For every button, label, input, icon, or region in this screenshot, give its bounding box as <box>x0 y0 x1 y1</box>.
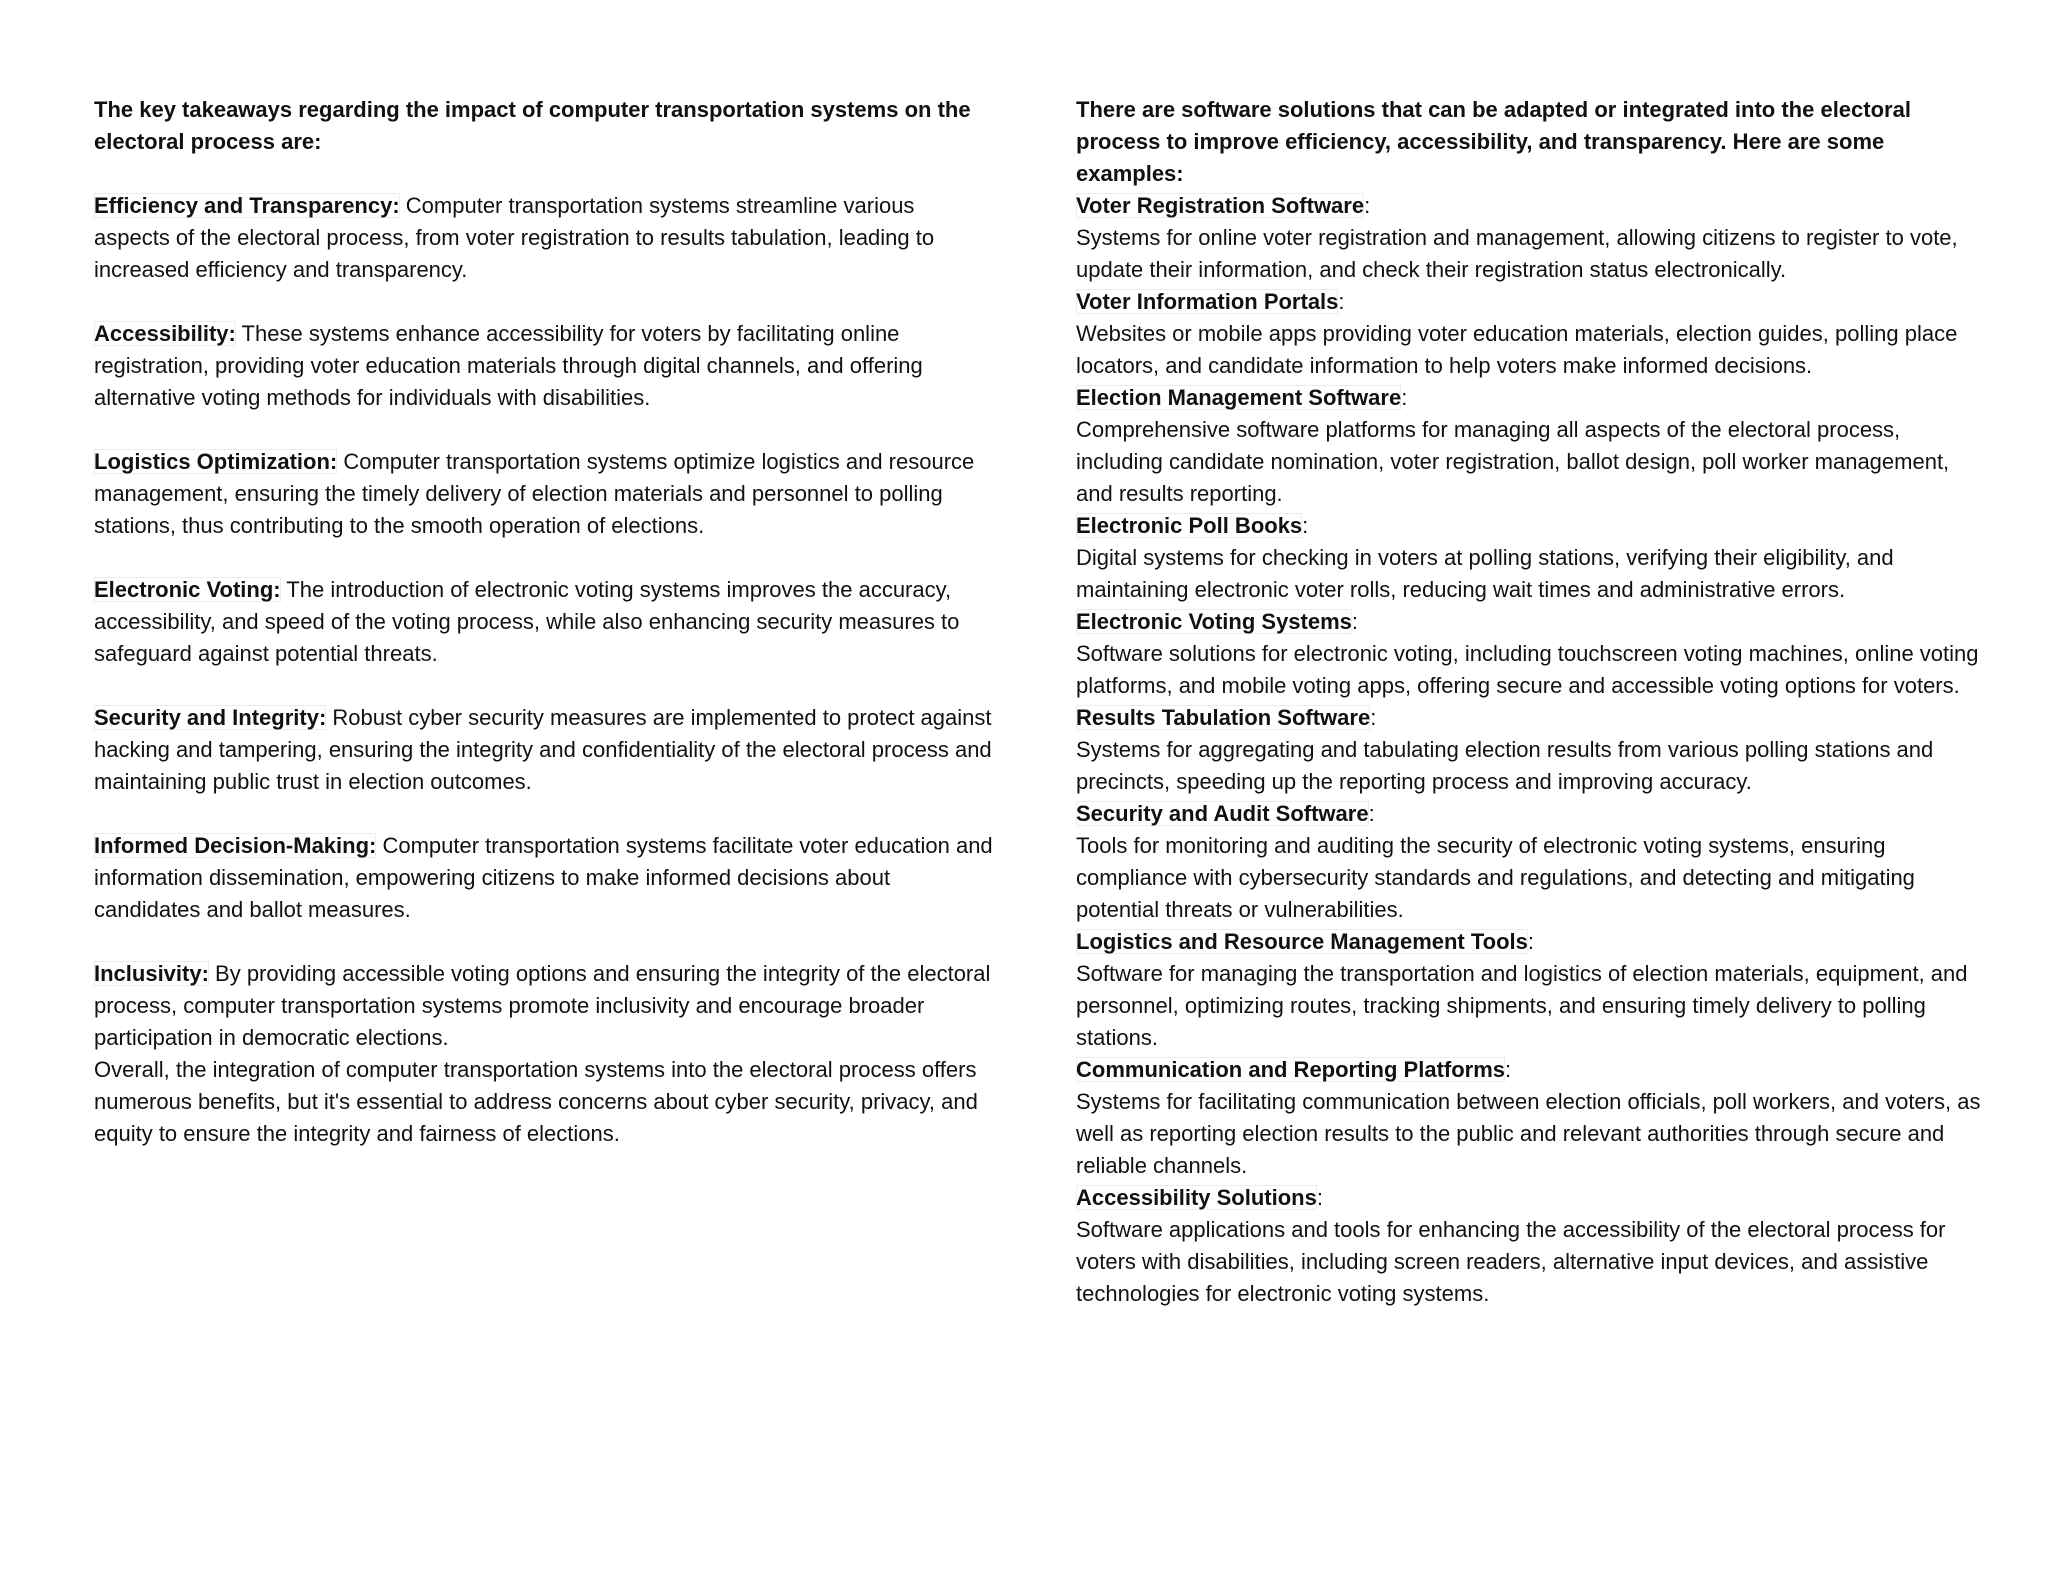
software-item-title: Results Tabulation Software: <box>1076 705 1377 730</box>
software-item-desc: Systems for online voter registration and management, allowing citizens to register to vote, update their information, and check their registration status electronically. <box>1076 225 1958 282</box>
takeaway-electronic-voting <box>94 574 994 670</box>
takeaway-informed-decision <box>94 830 994 926</box>
takeaway-text: The introduction of electronic voting systems improves the accuracy, accessibility, and speed of the voting process, while also enhancing security measures to safeguard against potential threats. <box>94 577 960 666</box>
software-item-title: Voter Information Portals: <box>1076 289 1345 314</box>
right-column <box>1076 94 1986 1310</box>
software-item-title: Logistics and Resource Management Tools: <box>1076 929 1535 954</box>
takeaway-text: These systems enhance accessibility for voters by facilitating online registration, providing voter education materials through digital channels, and offering alternative voting methods for individuals with disabilities. <box>94 321 923 410</box>
software-item-desc: Systems for facilitating communication between election officials, poll workers, and voters, as well as reporting election results to the public and relevant authorities through secure and reliable channels. <box>1076 1089 1981 1178</box>
takeaway-text: By providing accessible voting options and ensuring the integrity of the electoral process, computer transportation systems promote inclusivity and encourage broader participation in democratic elections. <box>94 961 991 1050</box>
takeaway-security <box>94 702 994 798</box>
software-item-title: Election Management Software: <box>1076 385 1408 410</box>
takeaway-term: Accessibility: <box>94 321 236 346</box>
takeaway-accessibility <box>94 318 994 414</box>
software-item-title: Electronic Poll Books: <box>1076 513 1309 538</box>
takeaway-text: Computer transportation systems facilitate voter education and information dissemination, empowering citizens to make informed decisions about candidates and ballot measures. <box>94 833 993 922</box>
takeaway-text: Computer transportation systems streamline various aspects of the electoral process, from voter registration to results tabulation, leading to increased efficiency and transparency. <box>94 193 935 282</box>
software-item-title: Electronic Voting Systems: <box>1076 609 1359 634</box>
takeaway-term: Informed Decision-Making: <box>94 833 377 858</box>
takeaway-text: Robust cyber security measures are implemented to protect against hacking and tampering, ensuring the integrity and confidentiality of the electoral process and maintaining public trust in election outcomes. <box>94 705 992 794</box>
takeaway-inclusivity <box>94 958 994 1054</box>
software-item-desc: Comprehensive software platforms for managing all aspects of the electoral process, including candidate nomination, voter registration, ballot design, poll worker management, and results reporting. <box>1076 417 1950 506</box>
software-item-title: Communication and Reporting Platforms: <box>1076 1057 1512 1082</box>
software-item-desc: Software for managing the transportation and logistics of election materials, equipment, and personnel, optimizing routes, tracking shipments, and ensuring timely delivery to polling stations. <box>1076 961 1968 1050</box>
software-item-title: Security and Audit Software: <box>1076 801 1375 826</box>
software-item-desc: Systems for aggregating and tabulating election results from various polling stations and precincts, speeding up the reporting process and improving accuracy. <box>1076 737 1934 794</box>
software-item-desc: Websites or mobile apps providing voter education materials, election guides, polling place locators, and candidate information to help voters make informed decisions. <box>1076 321 1958 378</box>
software-item-desc: Digital systems for checking in voters at polling stations, verifying their eligibility, and maintaining electronic voter rolls, reducing wait times and administrative errors. <box>1076 545 1894 602</box>
software-item-title: Accessibility Solutions: <box>1076 1185 1323 1210</box>
left-intro-heading: The key takeaways regarding the impact of computer transportation systems on the electoral process are: <box>94 97 971 154</box>
software-item-desc: Tools for monitoring and auditing the security of electronic voting systems, ensuring compliance with cybersecurity standards and regulations, and detecting and mitigating potential threats or vulnerabilities. <box>1076 833 1915 922</box>
right-intro-heading: There are software solutions that can be adapted or integrated into the electoral process to improve efficiency, accessibility, and transparency. Here are some examples: <box>1076 97 1911 186</box>
left-column <box>94 94 994 1150</box>
takeaway-term: Efficiency and Transparency: <box>94 193 400 218</box>
conclusion-paragraph: Overall, the integration of computer transportation systems into the electoral process offers numerous benefits, but it's essential to address concerns about cyber security, privacy, and equity to ensure the integrity and fairness of elections. <box>94 1057 978 1146</box>
software-item-desc: Software applications and tools for enhancing the accessibility of the electoral process for voters with disabilities, including screen readers, alternative input devices, and assistive technologies for electronic voting systems. <box>1076 1217 1946 1306</box>
takeaway-logistics <box>94 446 994 542</box>
software-item-title: Voter Registration Software: <box>1076 193 1371 218</box>
software-item-desc: Software solutions for electronic voting, including touchscreen voting machines, online voting platforms, and mobile voting apps, offering secure and accessible voting options for voters. <box>1076 641 1979 698</box>
takeaway-text: Computer transportation systems optimize logistics and resource management, ensuring the timely delivery of election materials and personnel to polling stations, thus contributing to the smooth operation of elections. <box>94 449 975 538</box>
takeaway-term: Inclusivity: <box>94 961 209 986</box>
takeaway-term: Logistics Optimization: <box>94 449 338 474</box>
takeaway-efficiency <box>94 190 994 286</box>
takeaway-term: Electronic Voting: <box>94 577 281 602</box>
takeaway-term: Security and Integrity: <box>94 705 327 730</box>
